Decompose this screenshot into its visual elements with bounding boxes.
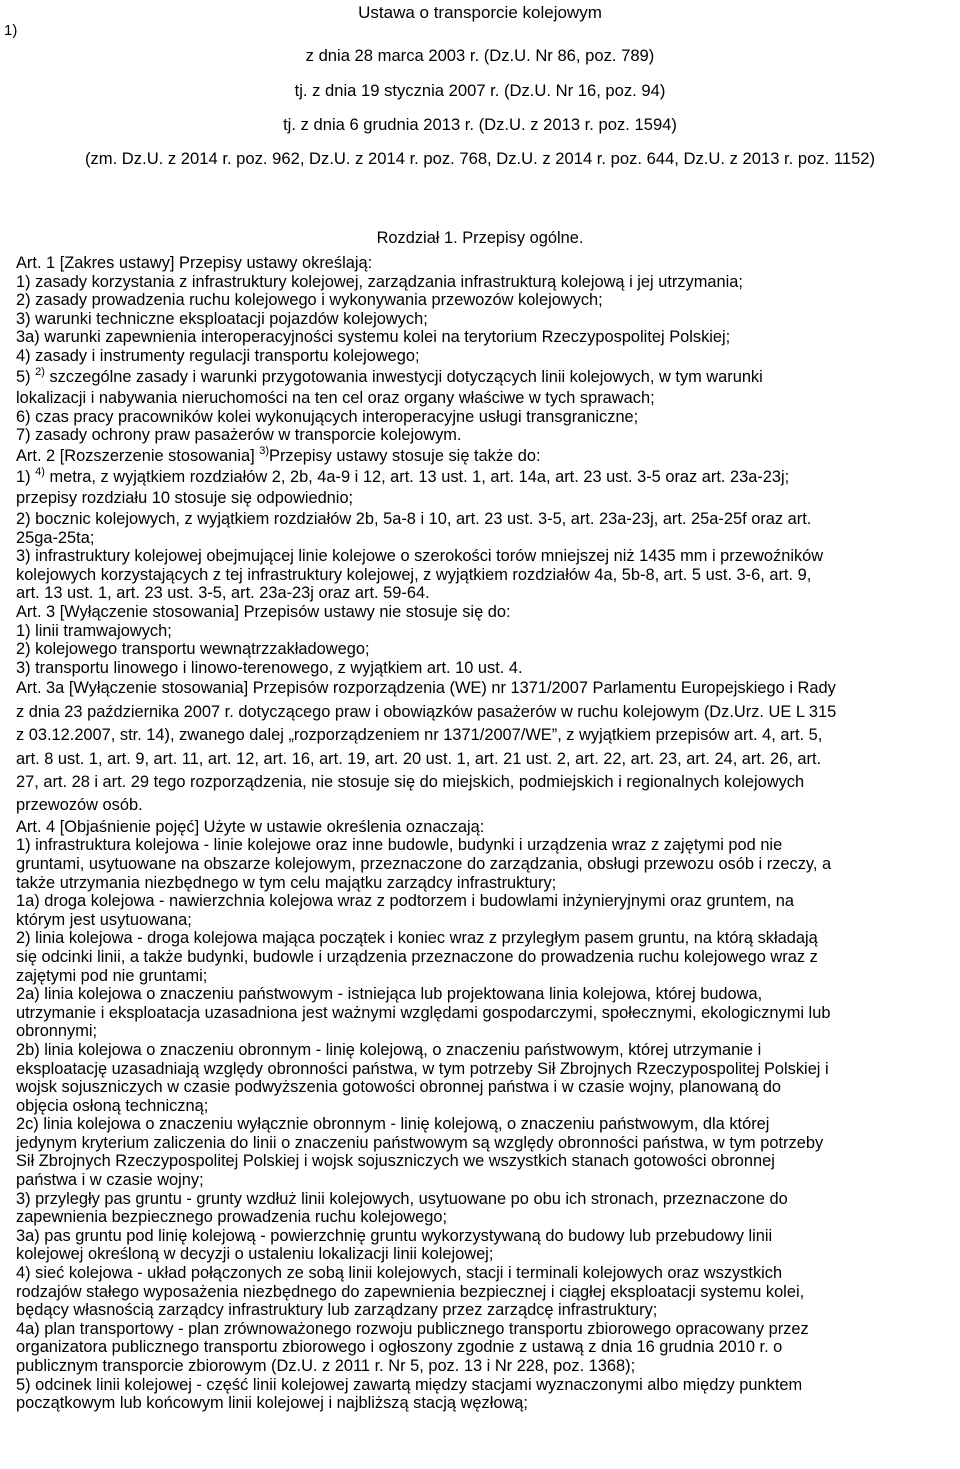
item-text: metra, z wyjątkiem rozdziałów 2, 2b, 4a-9 i 12, art. 13 ust. 1, art. 14a, art. 23 ust. 3-5 oraz art. 23a-23j;: [49, 468, 790, 487]
text-line: Art. 1 [Zakres ustawy] Przepisy ustawy określają:: [16, 254, 373, 272]
text-line: 7) zasady ochrony praw pasażerów w transporcie kolejowym.: [16, 426, 462, 445]
text-line: 3a) warunki zapewnienia interoperacyjności systemu kolei na terytorium Rzeczypospolitej Polskiej;: [16, 328, 731, 347]
text-line: Art. 3 [Wyłączenie stosowania] Przepisów ustawy nie stosuje się do:: [16, 603, 511, 622]
text-line: publicznym transporcie zbiorowym (Dz.U. z 2011 r. Nr 5, poz. 13 i Nr 228, poz. 1368);: [16, 1357, 636, 1376]
text-line: lokalizacji i nabywania nieruchomości na ten cel oraz organy właściwe w tych sprawach;: [16, 388, 655, 407]
text-line: 3) warunki techniczne eksploatacji pojazdów kolejowych;: [16, 309, 428, 328]
footnote-ref: 3): [259, 444, 270, 457]
amendments-line: (zm. Dz.U. z 2014 r. poz. 962, Dz.U. z 2014 r. poz. 768, Dz.U. z 2014 r. poz. 644, Dz.U. z 2013 r. poz. 1152): [84, 149, 876, 168]
text-line: 1) linii tramwajowych;: [16, 621, 172, 640]
publication-date-line: tj. z dnia 19 stycznia 2007 r. (Dz.U. Nr 16, poz. 94): [294, 81, 666, 100]
text-line: z dnia 23 października 2007 r. dotyczącego praw i obowiązków pasażerów w ruchu kolejowym (Dz.Urz. UE L 315: [16, 702, 837, 721]
text-line: którym jest usytuowana;: [16, 910, 192, 929]
footnote-ref: 4): [35, 466, 45, 479]
item-text: szczególne zasady i warunki przygotowania inwestycji dotyczących linii kolejowych, w tym warunki: [49, 367, 763, 386]
text-line: Art. 3a [Wyłączenie stosowania] Przepisów rozporządzenia (WE) nr 1371/2007 Parlamentu Europejskiego i Rady: [16, 679, 836, 698]
text-line: kolejowych korzystających z tej infrastruktury kolejowej, z wyjątkiem rozdziałów 4a, 5b-8, art. 5 ust. 3-6, art. 9,: [16, 565, 812, 584]
text-line: 2) bocznic kolejowych, z wyjątkiem rozdziałów 2b, 5a-8 i 10, art. 23 ust. 3-5, art. 23a-23j, art. 25a-25f oraz art.: [16, 510, 812, 529]
text-line: się odcinki linii, a także budynki, budowle i urządzenia przeznaczone do prowadzenia ruchu kolejowego wraz z: [16, 947, 818, 966]
text-line: kolejowej określoną w decyzji o ustaleniu lokalizacji linii kolejowej;: [16, 1245, 494, 1264]
text-line: Sił Zbrojnych Rzeczypospolitej Polskiej i wojsk sojuszniczych we wszystkich stanach gotowości obronnej: [16, 1152, 775, 1171]
text-line: utrzymanie i eksploatacja uzasadniona jest ważnymi względami gospodarczymi, społecznymi, ekologicznymi lub: [16, 1003, 831, 1022]
text-line: art. 8 ust. 1, art. 9, art. 11, art. 12, art. 16, art. 19, art. 20 ust. 1, art. 21 ust. 2, art. 22, art. 23, art. 24, art. 26, art.: [16, 749, 822, 768]
text-line: 27, art. 28 i art. 29 tego rozporządzenia, nie stosuje się do miejskich, podmiejskich i regionalnych kolejowych: [16, 773, 805, 792]
document-title: Ustawa o transporcie kolejowym: [358, 3, 602, 22]
text-line: gruntami, usytuowane na obszarze kolejowym, przeznaczone do zarządzania, obsługi przewozu osób i rzeczy, a: [16, 854, 832, 873]
text-line: początkowym lub końcowym linii kolejowej i najbliższą stacją węzłową;: [16, 1394, 528, 1413]
text-line: zapewnienia bezpiecznego prowadzenia ruchu kolejowego;: [16, 1208, 447, 1227]
text-line: rodzajów stałego wyposażenia niezbędnego do zapewnienia bezpiecznej i ciągłej eksploatacji systemu kolei,: [16, 1282, 805, 1301]
text-line: 6) czas pracy pracowników kolei wykonujących interoperacyjne usługi transgraniczne;: [16, 407, 639, 426]
text-line: Art. 4 [Objaśnienie pojęć] Użyte w ustawie określenia oznaczają:: [16, 817, 485, 836]
text-line: przewozów osób.: [16, 796, 143, 815]
text-line: 2) linia kolejowa - droga kolejowa mająca początek i koniec wraz z przyległym pasem gruntu, na którą składają: [16, 929, 818, 948]
text-line: 3) przyległy pas gruntu - grunty wzdłuż linii kolejowych, usytuowane po obu ich stronach, przeznaczone do: [16, 1189, 788, 1208]
text-line: [16, 468, 946, 487]
text-line: 2c) linia kolejowa o znaczeniu wyłącznie obronnym - linię kolejową, o znaczeniu państwowym, dla której: [16, 1115, 770, 1134]
text-line: objęcia osłoną techniczną;: [16, 1096, 209, 1115]
text-line: 2b) linia kolejowa o znaczeniu obronnym - linię kolejową, o znaczeniu państwowym, której utrzymanie i: [16, 1040, 762, 1059]
text-line: 3) infrastruktury kolejowej obejmującej linie kolejowe o szerokości torów mniejszej niż 1435 mm i przewoźników: [16, 547, 824, 566]
text-line: państwa i w czasie wojny;: [16, 1171, 204, 1190]
text-line: będący własnością zarządcy infrastruktury lub zarządzany przez zarządcę infrastruktury;: [16, 1301, 658, 1320]
publication-date-line: tj. z dnia 6 grudnia 2013 r. (Dz.U. z 2013 r. poz. 1594): [283, 115, 677, 134]
text-line: art. 13 ust. 1, art. 23 ust. 3-5, art. 23a-23j oraz art. 59-64.: [16, 584, 430, 603]
text-line: 2) zasady prowadzenia ruchu kolejowego i wykonywania przewozów kolejowych;: [16, 291, 603, 310]
footnote-marker: 1): [4, 22, 18, 39]
item-number: 1): [16, 468, 31, 487]
text-line: obronnymi;: [16, 1022, 98, 1041]
text-line: organizatora publicznego transportu zbiorowego i ogłoszony zgodnie z ustawą z dnia 16 grudnia 2010 r. o: [16, 1338, 783, 1357]
text-line: [16, 1450, 946, 1469]
text-line: [16, 1413, 946, 1432]
text-line: 25ga-25ta;: [16, 528, 95, 547]
text-line: przepisy rozdziału 10 stosuje się odpowiednio;: [16, 488, 354, 507]
text-line: [16, 366, 946, 389]
text-line: 1a) droga kolejowa - nawierzchnia kolejowa wraz z podtorzem i budowlami inżynieryjnymi oraz gruntem, na: [16, 892, 794, 911]
text-line: 2) kolejowego transportu wewnątrzzakładowego;: [16, 640, 370, 659]
text-line: 1) infrastruktura kolejowa - linie kolejowe oraz inne budowle, budynki i urządzenia wraz z zajętymi pod nie: [16, 836, 783, 855]
article-text: Przepisy ustawy stosuje się także do:: [269, 446, 541, 465]
text-line: 4) sieć kolejowa - układ połączonych ze sobą linii kolejowych, stacji i terminali kolejowych oraz wszystkich: [16, 1264, 783, 1283]
text-line: eksploatację uzasadniają względy obronności państwa, w tym potrzeby Sił Zbrojnych Rzeczypospolitej Polskiej i: [16, 1059, 829, 1078]
document-body: [16, 254, 946, 1469]
text-line: 5) odcinek linii kolejowej - część linii kolejowej zawartą między stacjami wyznaczonymi albo między punktem: [16, 1375, 803, 1394]
footnote-ref: 2): [35, 365, 45, 378]
text-line: 4) zasady i instrumenty regulacji transportu kolejowego;: [16, 346, 420, 365]
text-line: z 03.12.2007, str. 14), zwanego dalej „rozporządzeniem nr 1371/2007/WE”, z wyjątkiem przepisów art. 4, art. 5,: [16, 726, 823, 745]
item-number: 5): [16, 367, 31, 386]
text-line: zajętymi pod nie gruntami;: [16, 966, 208, 985]
text-line: [16, 445, 946, 468]
text-line: 4a) plan transportowy - plan zrównoważonego rozwoju publicznego transportu zbiorowego opracowany przez: [16, 1319, 809, 1338]
text-line: [16, 1431, 946, 1450]
text-line: 1) zasady korzystania z infrastruktury kolejowej, zarządzania infrastrukturą kolejową i jej utrzymania;: [16, 272, 743, 291]
text-line: 3a) pas gruntu pod linię kolejową - powierzchnię gruntu wykorzystywaną do budowy lub przebudowy linii: [16, 1226, 773, 1245]
text-line: jedynym kryterium zaliczenia do linii o znaczeniu państwowym są względy obronności państwa, w tym potrzeby: [16, 1133, 824, 1152]
text-line: wojsk sojuszniczych w czasie podwyższenia gotowości obronnej państwa i w czasie wojny, planowaną do: [16, 1078, 781, 1097]
publication-date-line: z dnia 28 marca 2003 r. (Dz.U. Nr 86, poz. 789): [305, 46, 655, 65]
text-line: 3) transportu linowego i linowo-terenowego, z wyjątkiem art. 10 ust. 4.: [16, 658, 523, 677]
chapter-heading: Rozdział 1. Przepisy ogólne.: [376, 229, 584, 247]
text-line: także utrzymania niezbędnego w tym celu majątku zarządcy infrastruktury;: [16, 873, 557, 892]
article-heading: Art. 2 [Rozszerzenie stosowania]: [16, 446, 255, 465]
text-line: 2a) linia kolejowa o znaczeniu państwowym - istniejąca lub projektowana linia kolejowa, której budowa,: [16, 985, 763, 1004]
